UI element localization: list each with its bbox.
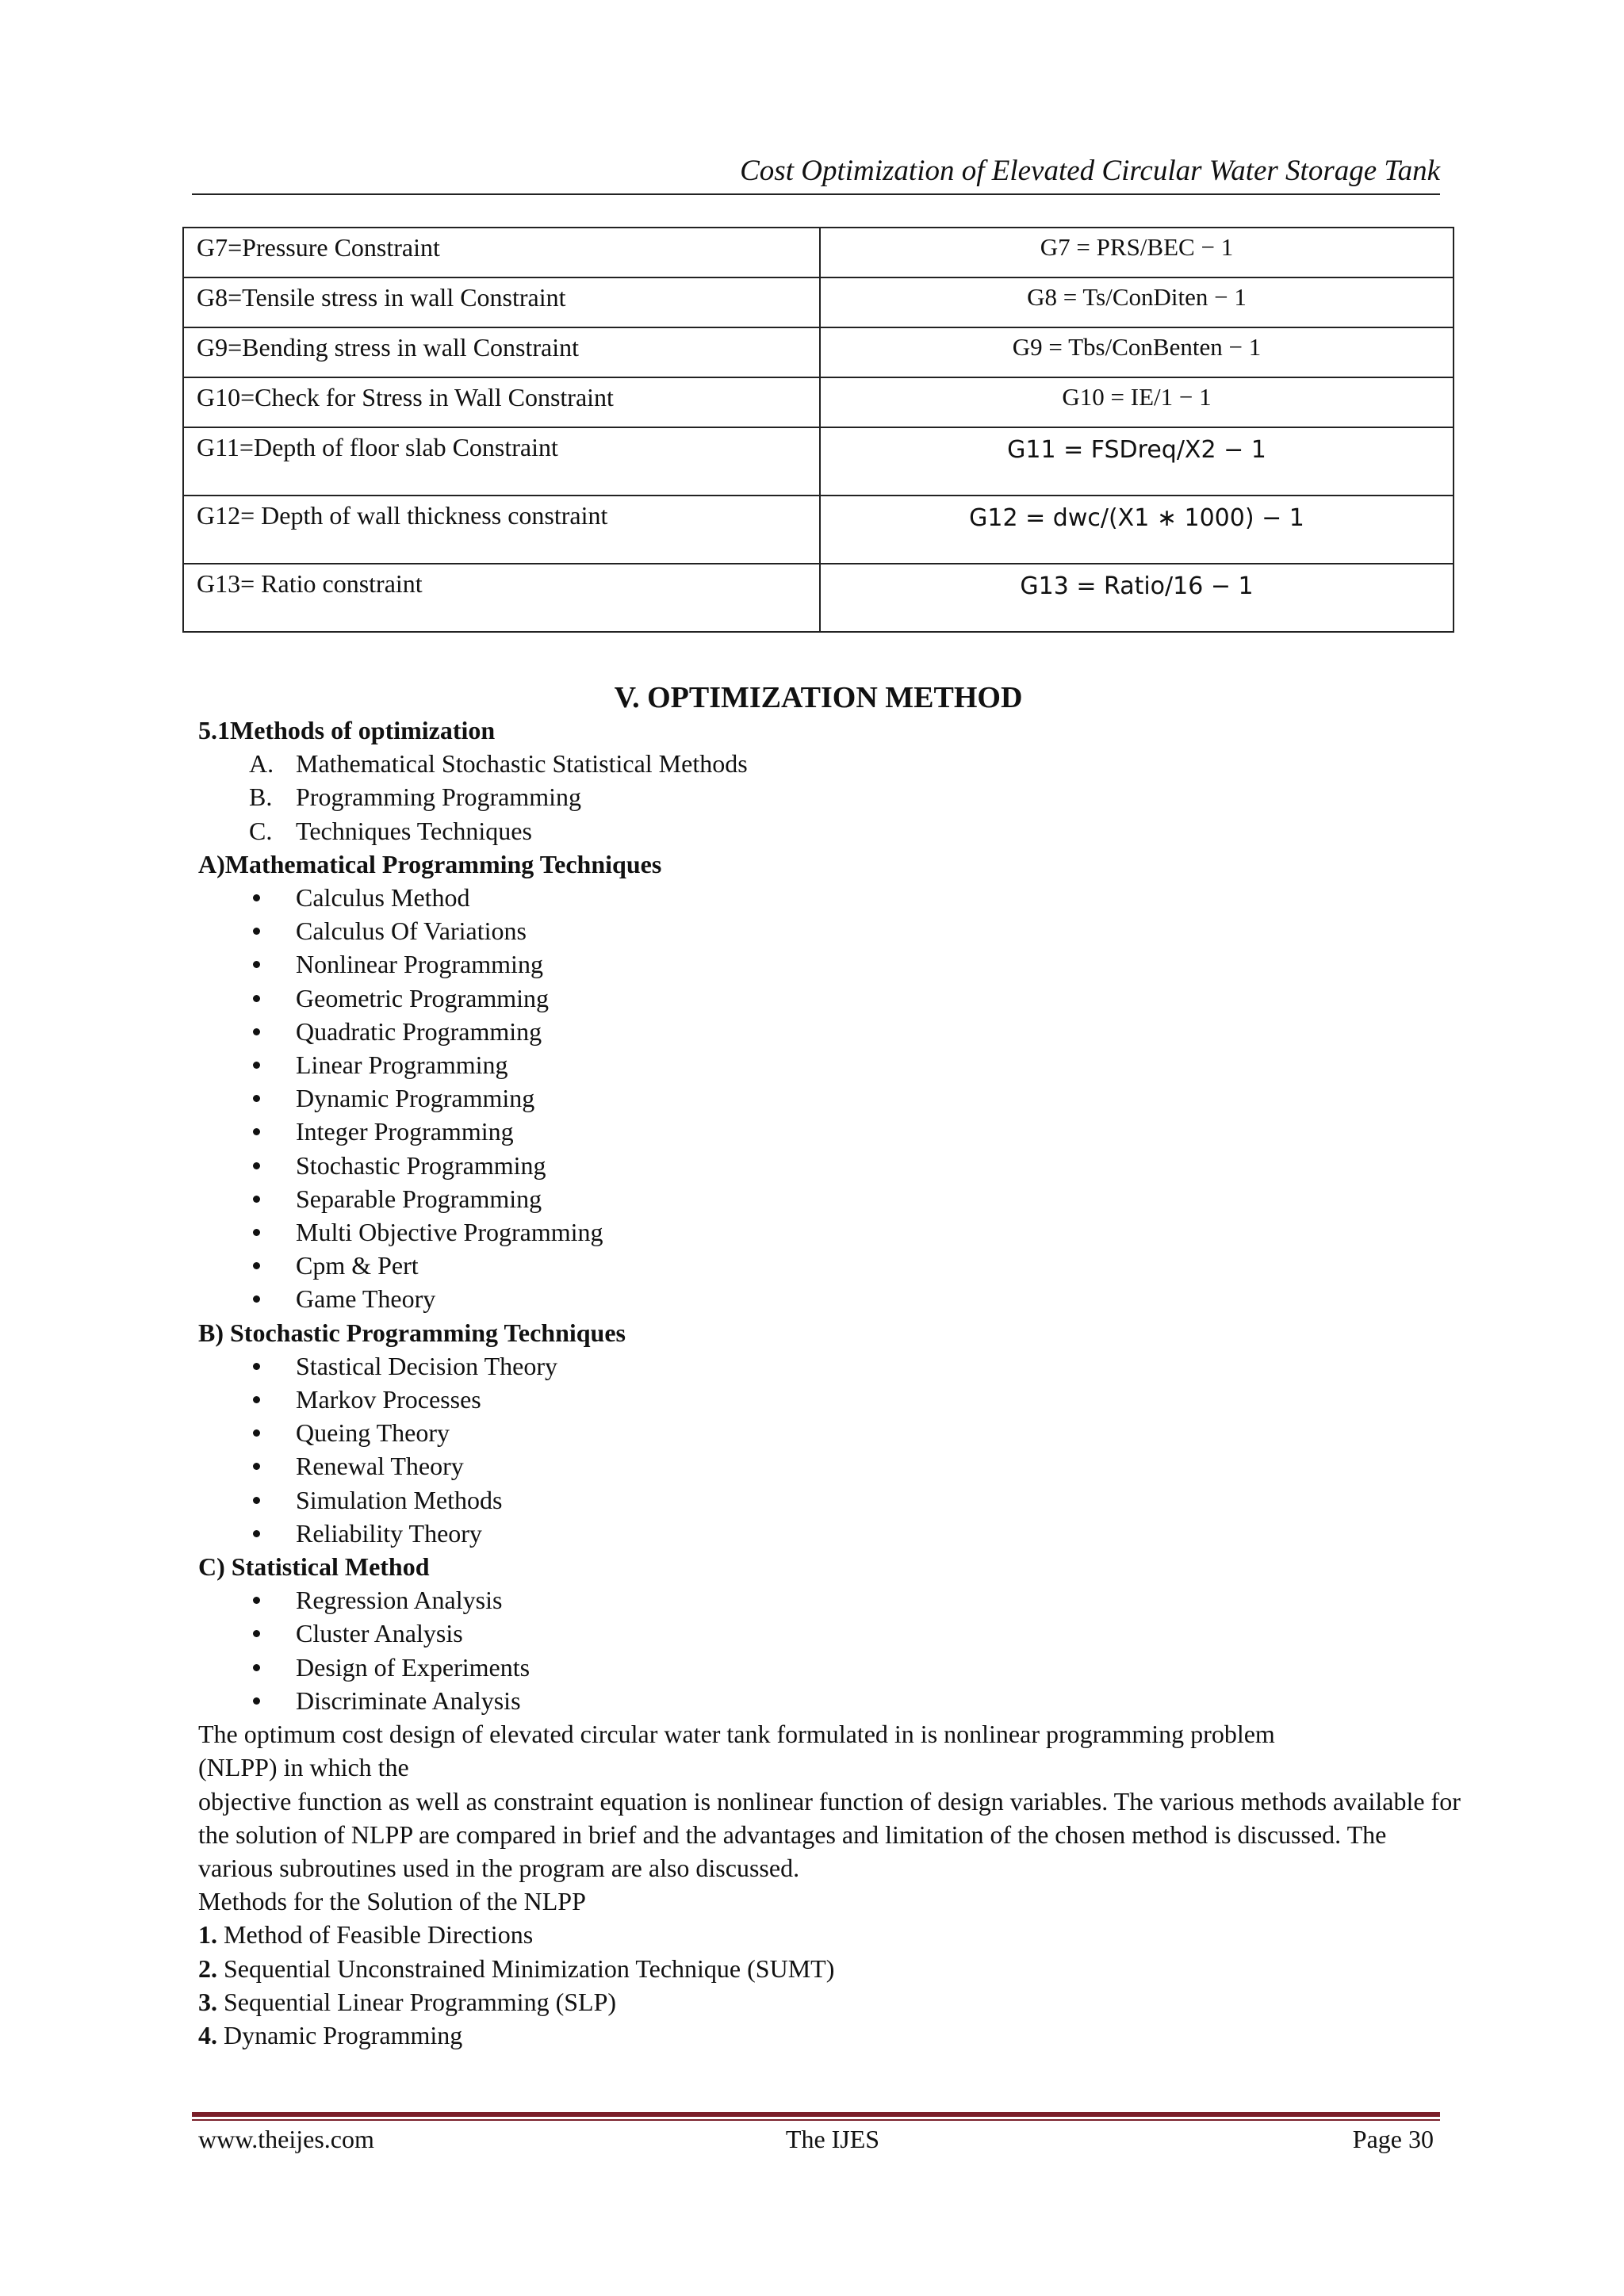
list-item-text: Integer Programming (296, 1117, 514, 1146)
list-item-text: Programming Programming (296, 783, 581, 812)
bullet-icon (253, 1062, 260, 1069)
list-item (198, 1651, 1467, 1684)
numbered-item (198, 2019, 1467, 2052)
list-item-text: Stochastic Programming (296, 1150, 546, 1180)
list-item (198, 1483, 1467, 1517)
numbered-item (198, 1985, 1467, 2019)
bullet-icon (253, 928, 260, 935)
bullet-icon (253, 1396, 260, 1403)
footer-divider (192, 2112, 1440, 2117)
nlpp-methods-heading: Methods for the Solution of the NLPP (198, 1887, 586, 1916)
paragraph: objective function as well as constraint equation is nonlinear function of design variables. The various methods available for the solution of NLPP are compared in brief and the advantages and limitation of the chosen method is discussed. The various subroutines used in the program are also discussed. (198, 1786, 1461, 1882)
item-text: Method of Feasible Directions (224, 1920, 534, 1950)
list-item (198, 1115, 1467, 1148)
list-item-text: Markov Processes (296, 1385, 481, 1414)
list-item-text: Queing Theory (296, 1418, 450, 1448)
bullet-icon (253, 894, 260, 901)
section-heading: V. OPTIMIZATION METHOD (614, 681, 1023, 714)
list-item-text: Quadratic Programming (296, 1016, 542, 1046)
bullet-icon (253, 1429, 260, 1437)
list-item (198, 1081, 1467, 1115)
list-item-text: Mathematical Stochastic Statistical Methods (296, 749, 748, 779)
header-divider (192, 193, 1440, 195)
bullet-icon (253, 1363, 260, 1370)
numbered-item (198, 1918, 1467, 1951)
list-item-text: Game Theory (296, 1284, 436, 1314)
footer-page-number: Page 30 (1352, 2125, 1434, 2153)
list-item (198, 1383, 1467, 1416)
list-item-text: Regression Analysis (296, 1586, 503, 1615)
group-b-list (198, 1349, 1467, 1550)
constraint-name: G7=Pressure Constraint (183, 228, 820, 277)
bullet-icon (253, 1664, 260, 1671)
paragraph-line: The optimum cost design of elevated circular water tank formulated in is nonlinear programming problem (198, 1720, 1275, 1749)
list-item-text: Design of Experiments (296, 1652, 530, 1682)
item-text: Dynamic Programming (224, 2020, 463, 2049)
subsection-heading: 5.1Methods of optimization (198, 716, 496, 744)
constraint-name: G10=Check for Stress in Wall Constraint (183, 377, 820, 427)
list-item-text: Geometric Programming (296, 983, 550, 1012)
table-row (183, 327, 1454, 377)
list-item-text: Nonlinear Programming (296, 950, 543, 979)
constraint-expression: G10 = IE/1 − 1 (820, 377, 1454, 427)
item-text: Sequential Unconstrained Minimization Technique (SUMT) (224, 1954, 835, 1983)
list-item (198, 1249, 1467, 1282)
list-item (198, 1449, 1467, 1483)
list-item (198, 1349, 1467, 1383)
constraint-expression: G8 = Ts/ConDiten − 1 (820, 277, 1454, 327)
method-classes-list (198, 747, 1467, 848)
constraint-name: G12= Depth of wall thickness constraint (183, 496, 820, 564)
list-item (198, 1617, 1467, 1650)
list-item-text: Dynamic Programming (296, 1084, 535, 1113)
running-title: Cost Optimization of Elevated Circular Water Storage Tank (740, 155, 1440, 187)
list-item (198, 982, 1467, 1015)
bullet-icon (253, 1597, 260, 1604)
constraint-expression: G13 = Ratio/16 − 1 (820, 564, 1454, 632)
constraint-expression: G9 = Tbs/ConBenten − 1 (820, 327, 1454, 377)
item-text: Sequential Linear Programming (SLP) (224, 1987, 617, 2016)
list-item (198, 947, 1467, 981)
paragraph-line: (NLPP) in which the (198, 1753, 409, 1782)
item-number: 2. (198, 1954, 217, 1983)
list-item (198, 914, 1467, 947)
bullet-icon (253, 1463, 260, 1470)
bullet-icon (253, 1028, 260, 1035)
constraint-expression: G7 = PRS/BEC − 1 (820, 228, 1454, 277)
group-c-title: C) Statistical Method (198, 1552, 430, 1582)
constraint-name: G11=Depth of floor slab Constraint (183, 427, 820, 496)
list-item (198, 1149, 1467, 1182)
table-row (183, 228, 1454, 277)
list-item-text: Cpm & Pert (296, 1251, 419, 1280)
list-item (198, 1048, 1467, 1081)
table-row (183, 377, 1454, 427)
bullet-icon (253, 1697, 260, 1705)
list-item-text: Simulation Methods (296, 1485, 503, 1514)
list-item-text: Calculus Of Variations (296, 916, 527, 946)
list-item (198, 1416, 1467, 1449)
bullet-icon (253, 1295, 260, 1303)
footer-website: www.theijes.com (198, 2125, 374, 2153)
table-row (183, 564, 1454, 632)
numbered-item (198, 1952, 1467, 1985)
list-item-text: Multi Objective Programming (296, 1218, 603, 1247)
bullet-icon (253, 1162, 260, 1169)
list-item (198, 1684, 1467, 1717)
list-item (198, 780, 1467, 813)
list-item-text: Techniques Techniques (296, 816, 532, 845)
section-body (198, 714, 1467, 2052)
bullet-icon (253, 1530, 260, 1537)
bullet-icon (253, 1229, 260, 1236)
table-row (183, 277, 1454, 327)
constraint-name: G13= Ratio constraint (183, 564, 820, 632)
bullet-icon (253, 1196, 260, 1203)
list-item-text: Linear Programming (296, 1050, 508, 1080)
list-item (198, 1517, 1467, 1550)
list-item-text: Stastical Decision Theory (296, 1351, 557, 1380)
group-a-title: A)Mathematical Programming Techniques (198, 849, 662, 878)
list-marker: A. (249, 749, 274, 779)
list-item (198, 814, 1467, 848)
footer-journal: The IJES (785, 2125, 880, 2153)
item-number: 4. (198, 2020, 217, 2049)
list-item (198, 1215, 1467, 1249)
list-item-text: Reliability Theory (296, 1518, 482, 1548)
group-b-title: B) Stochastic Programming Techniques (198, 1318, 626, 1347)
bullet-icon (253, 961, 260, 968)
constraint-expression: G11 = FSDreq/X2 − 1 (820, 427, 1454, 496)
table-row (183, 496, 1454, 564)
bullet-icon (253, 1497, 260, 1504)
bullet-icon (253, 1128, 260, 1135)
bullet-icon (253, 1630, 260, 1637)
list-item-text: Cluster Analysis (296, 1619, 463, 1648)
list-item (198, 1583, 1467, 1617)
list-item-text: Renewal Theory (296, 1452, 464, 1481)
constraint-expression: G12 = dwc/(X1 ∗ 1000) − 1 (820, 496, 1454, 564)
item-number: 1. (198, 1920, 217, 1950)
list-item (198, 1182, 1467, 1215)
list-item-text: Discriminate Analysis (296, 1686, 521, 1715)
group-a-list (198, 881, 1467, 1316)
item-number: 3. (198, 1987, 217, 2016)
constraints-table (182, 227, 1454, 633)
constraint-name: G8=Tensile stress in wall Constraint (183, 277, 820, 327)
list-item (198, 747, 1467, 780)
footer-divider-thin (192, 2119, 1440, 2121)
list-item (198, 1015, 1467, 1048)
list-marker: B. (249, 783, 273, 812)
list-marker: C. (249, 816, 273, 845)
constraint-name: G9=Bending stress in wall Constraint (183, 327, 820, 377)
list-item-text: Separable Programming (296, 1184, 542, 1213)
list-item (198, 1282, 1467, 1315)
bullet-icon (253, 1095, 260, 1102)
group-c-list (198, 1583, 1467, 1717)
table-row (183, 427, 1454, 496)
list-item (198, 881, 1467, 914)
bullet-icon (253, 995, 260, 1002)
list-item-text: Calculus Method (296, 883, 470, 913)
bullet-icon (253, 1262, 260, 1269)
